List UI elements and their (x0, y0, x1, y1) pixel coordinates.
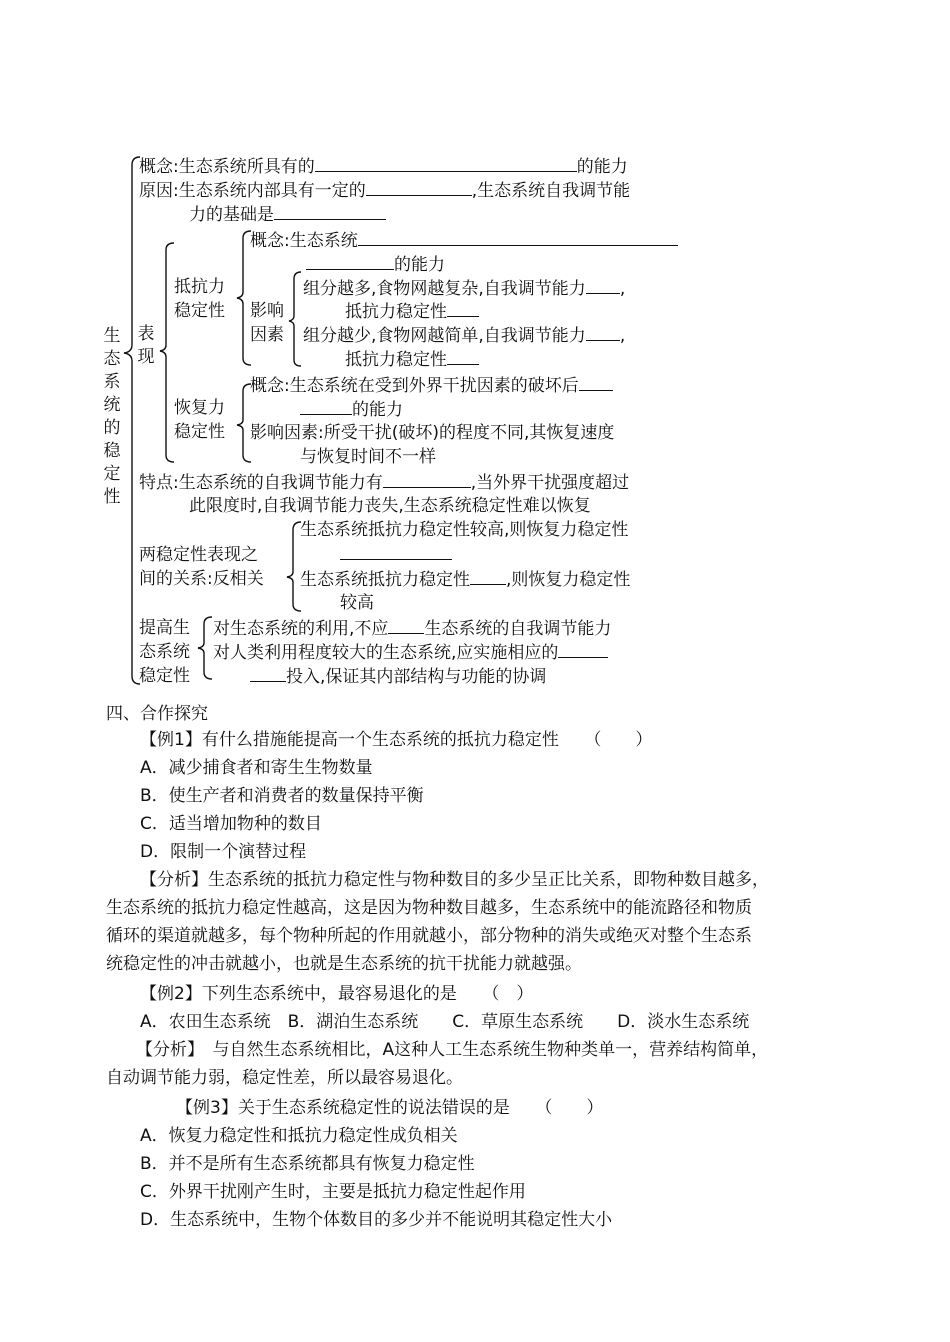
ex3-option-a[interactable]: A．恢复力稳定性和抵抗力稳定性成负相关 (140, 1126, 458, 1146)
answer-blank[interactable] (470, 568, 506, 585)
improve-label-1: 提高生 (139, 618, 190, 638)
recover-factor-line-2: 与恢复时间不一样 (300, 447, 436, 467)
ex1-option-b[interactable]: B．使生产者和消费者的数量保持平衡 (140, 786, 424, 806)
factor-label-2: 因素 (250, 325, 284, 345)
feature-line: 特点:生态系统的自我调节能力有 ,当外界干扰强度超过 (139, 473, 630, 493)
answer-blank[interactable] (358, 229, 678, 246)
recover-concept-line-2: 的能力 (300, 398, 403, 421)
answer-blank[interactable] (447, 300, 479, 317)
rel-high-line-2 (340, 543, 452, 566)
ex1-option-c[interactable]: C．适当增加物种的数目 (140, 814, 322, 834)
less-line-2: 抵抗力稳定性 (345, 348, 479, 371)
answer-blank[interactable] (579, 374, 613, 391)
answer-blank[interactable] (274, 203, 386, 220)
improve-label-2: 态系统 (139, 642, 190, 662)
relation-label-2: 间的关系:反相关 (139, 569, 264, 589)
resist-label-1: 抵抗力 (174, 277, 225, 297)
main-brace (124, 157, 140, 684)
factor-label-1: 影响 (250, 301, 284, 321)
ex3-question: 【例3】关于生态系统稳定性的说法错误的是 （ ） (176, 1098, 604, 1118)
resist-brace (237, 231, 251, 365)
improve-line-3: 投入,保证其内部结构与功能的协调 (250, 665, 546, 688)
ex3-option-d[interactable]: D．生态系统中，生物个体数目的多少并不能说明其稳定性大小 (140, 1210, 613, 1230)
recover-factor-line: 影响因素:所受干扰(破坏)的程度不同,其恢复速度 (250, 423, 615, 443)
relation-brace (287, 522, 301, 611)
cause-line: 原因:生态系统内部具有一定的 ,生态系统自我调节能 (139, 181, 631, 201)
answer-blank[interactable] (315, 155, 577, 172)
resist-concept-line-2: 的能力 (306, 253, 445, 276)
less-line: 组分越少,食物网越简单,自我调节能力 , (303, 326, 626, 346)
answer-blank[interactable] (383, 471, 471, 488)
biaoxian-brace (160, 243, 174, 462)
more-line: 组分越多,食物网越复杂,自我调节能力 , (303, 279, 626, 299)
ex3-option-b[interactable]: B．并不是所有生态系统都具有恢复力稳定性 (140, 1154, 475, 1174)
answer-blank[interactable] (447, 348, 479, 365)
recover-brace (237, 384, 251, 462)
factor-brace (289, 272, 301, 366)
feature-line-2: 此限度时,自我调节能力丧失,生态系统稳定性难以恢复 (189, 496, 591, 516)
answer-blank[interactable] (586, 277, 620, 294)
biaoxian-label: 表现 (137, 324, 155, 367)
answer-blank[interactable] (558, 641, 608, 658)
answer-blank[interactable] (586, 324, 620, 341)
recover-label-1: 恢复力 (174, 398, 225, 418)
concept-line: 概念:生态系统所具有的 的能力 (139, 157, 628, 177)
more-line-2: 抵抗力稳定性 (345, 300, 479, 323)
cause-line-2: 力的基础是 (189, 203, 386, 226)
improve-line-2: 对人类利用程度较大的生态系统,应实施相应的 (213, 641, 608, 664)
ex2-analysis-line-1: 【分析】 与自然生态系统相比，A这种人工生态系统生物种类单一，营养结构简单， (136, 1040, 769, 1060)
ex2-options[interactable]: A．农田生态系统 B．湖泊生态系统 C．草原生态系统 D．淡水生态系统 (140, 1012, 750, 1032)
answer-blank[interactable] (366, 179, 472, 196)
relation-label-1: 两稳定性表现之 (139, 545, 258, 565)
rel-low-line: 生态系统抵抗力稳定性 ,则恢复力稳定性 (300, 570, 631, 590)
improve-brace (198, 617, 212, 679)
recover-label-2: 稳定性 (174, 422, 225, 442)
answer-blank[interactable] (306, 253, 394, 270)
answer-blank[interactable] (300, 398, 352, 415)
ex1-analysis-line-1: 【分析】生态系统的抵抗力稳定性与物种数目的多少呈正比关系，即物种数目越多， (140, 870, 769, 890)
ex2-analysis-line-2: 自动调节能力弱，稳定性差，所以最容易退化。 (106, 1068, 463, 1088)
ex1-question: 【例1】有什么措施能提高一个生态系统的抵抗力稳定性 （ ） (140, 730, 653, 750)
section-heading: 四、合作探究 (106, 704, 208, 724)
answer-blank[interactable] (250, 665, 286, 682)
ex1-analysis-line-2: 生态系统的抵抗力稳定性越高，这是因为物种数目越多，生态系统中的能流路径和物质 (106, 898, 752, 918)
ex1-option-d[interactable]: D．限制一个演替过程 (140, 842, 307, 862)
ex3-option-c[interactable]: C．外界干扰刚产生时，主要是抵抗力稳定性起作用 (140, 1182, 526, 1202)
rel-high-line: 生态系统抵抗力稳定性较高,则恢复力稳定性 (300, 520, 629, 540)
recover-concept-line: 概念:生态系统在受到外界干扰因素的破坏后 (250, 374, 613, 397)
answer-blank[interactable] (340, 543, 452, 560)
resist-label-2: 稳定性 (174, 301, 225, 321)
ex1-analysis-line-4: 统稳定性的冲击就越小，也就是生态系统的抗干扰能力就越强。 (106, 954, 582, 974)
improve-label-3: 稳定性 (139, 666, 190, 686)
ex1-analysis-line-3: 循环的渠道就越多，每个物种所起的作用就越小，部分物种的消失或绝灭对整个生态系 (106, 926, 752, 946)
answer-blank[interactable] (388, 617, 424, 634)
ex2-question: 【例2】下列生态系统中，最容易退化的是 （ ） (140, 984, 534, 1004)
rel-low-line-2: 较高 (340, 593, 374, 613)
ex1-option-a[interactable]: A．减少捕食者和寄生生物数量 (140, 758, 373, 778)
root-label: 生态系统的稳定性 (103, 326, 121, 507)
resist-concept-line: 概念:生态系统 (250, 229, 678, 252)
improve-line-1: 对生态系统的利用,不应 生态系统的自我调节能力 (213, 619, 612, 639)
